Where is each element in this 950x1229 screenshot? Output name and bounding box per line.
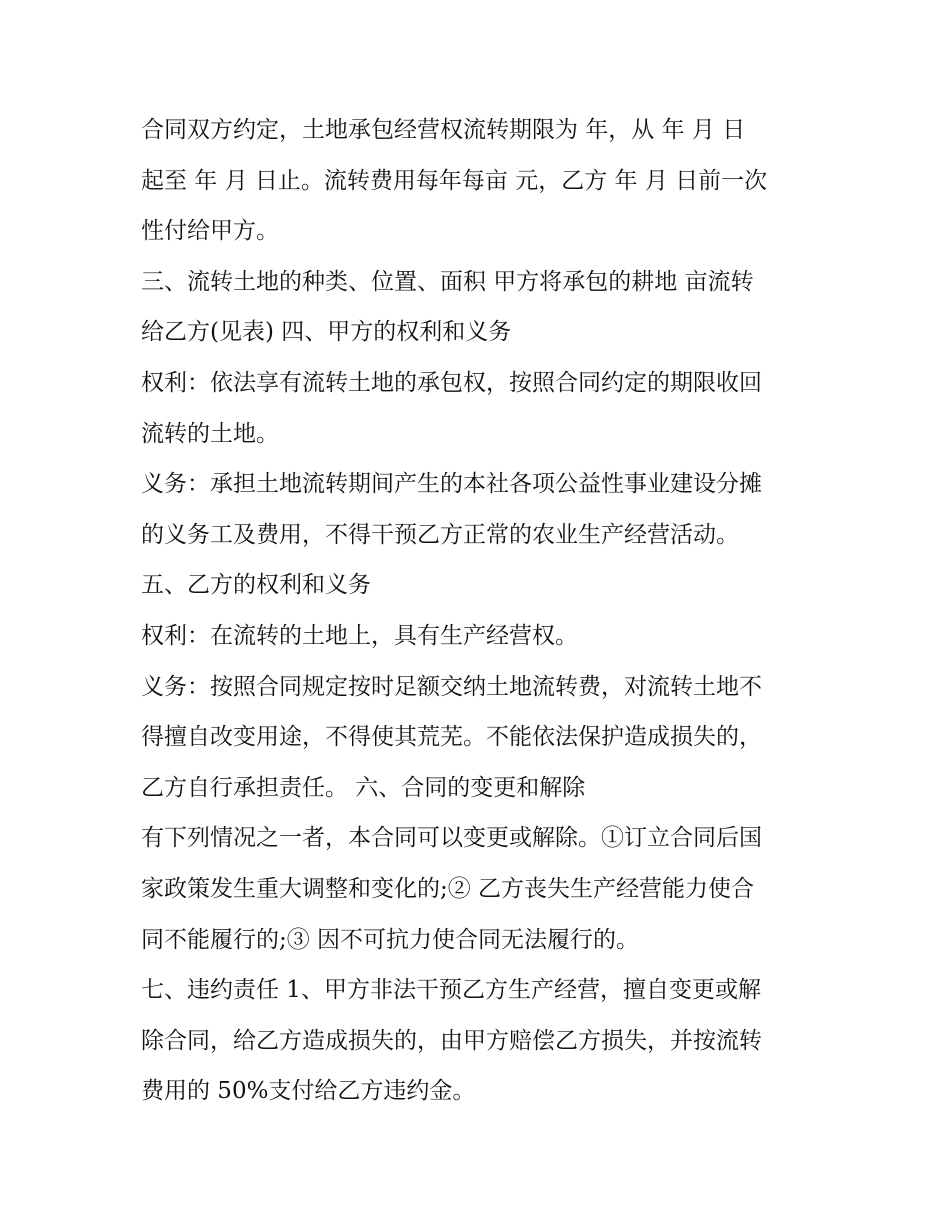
section-heading-line: 五、乙方的权利和义务 <box>141 572 371 599</box>
section-heading-line: 七、违约责任 1、甲方非法干预乙方生产经营，擅自变更或解 <box>141 977 761 1004</box>
text-line: 给乙方(见表) 四、甲方的权利和义务 <box>141 319 512 346</box>
text-line: 义务：按照合同规定按时足额交纳土地流转费，对流转土地不 <box>141 673 762 700</box>
text-line: 得擅自改变用途，不得使其荒芜。不能依法保护造成损失的， <box>141 724 762 751</box>
text-line: 合同双方约定，土地承包经营权流转期限为 年，从 年 月 日 <box>141 117 746 143</box>
text-line: 有下列情况之一者，本合同可以变更或解除。①订立合同后国 <box>141 825 762 852</box>
text-line: 费用的 50%支付给乙方违约金。 <box>141 1078 476 1105</box>
text-line: 性付给甲方。 <box>141 218 279 245</box>
text-line: 乙方自行承担责任。 六、合同的变更和解除 <box>141 774 586 801</box>
text-line: 家政策发生重大调整和变化的;② 乙方丧失生产经营能力使合 <box>141 875 755 902</box>
section-heading-line: 三、流转土地的种类、位置、面积 甲方将承包的耕地 亩流转 <box>141 268 754 295</box>
text-line: 义务：承担土地流转期间产生的本社各项公益性事业建设分摊 <box>141 471 762 498</box>
document-body <box>141 105 831 1117</box>
text-line: 流转的土地。 <box>141 420 279 447</box>
text-line: 除合同，给乙方造成损失的，由甲方赔偿乙方损失，并按流转 <box>141 1027 762 1054</box>
text-line: 起至 年 月 日止。流转费用每年每亩 元，乙方 年 月 日前一次 <box>141 167 768 194</box>
text-line: 同不能履行的;③ 因不可抗力使合同无法履行的。 <box>141 926 640 953</box>
text-line: 权利：依法享有流转土地的承包权，按照合同约定的期限收回 <box>141 369 762 396</box>
text-line: 权利：在流转的土地上，具有生产经营权。 <box>141 622 578 649</box>
text-line: 的义务工及费用，不得干预乙方正常的农业生产经营活动。 <box>141 521 739 548</box>
